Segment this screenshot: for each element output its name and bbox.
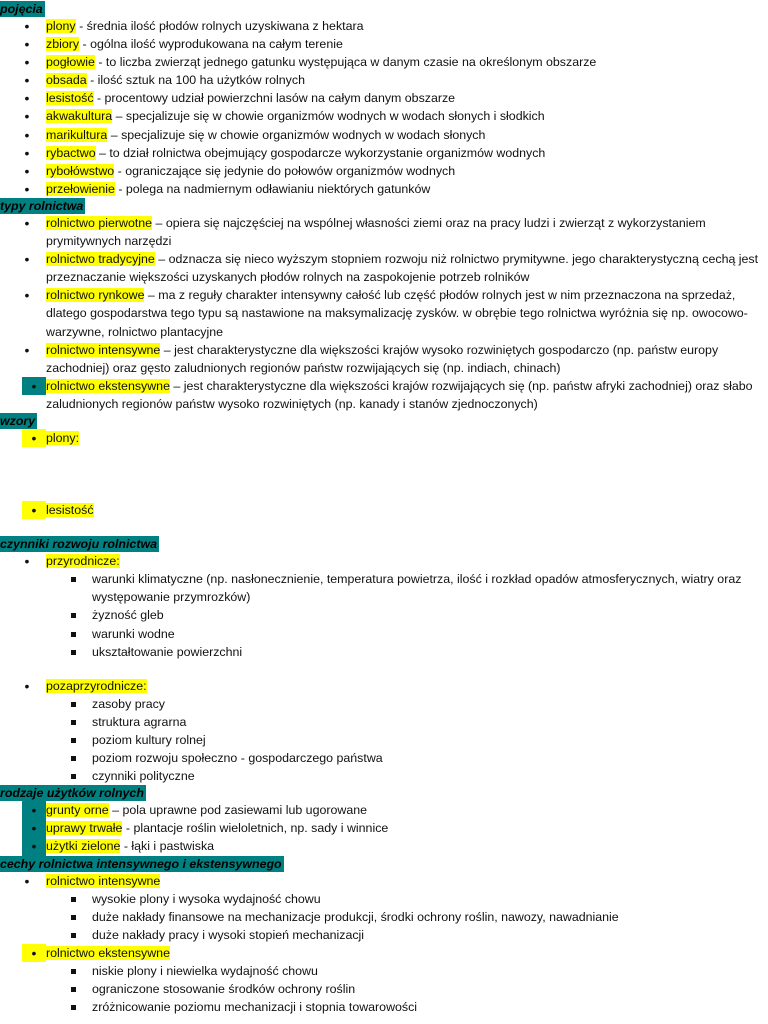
term: plony:	[46, 430, 80, 445]
term: rolnictwo ekstensywne	[46, 378, 170, 393]
list-item	[0, 501, 766, 519]
bullet-icon: •	[24, 72, 30, 89]
term: rolnictwo pierwotne	[46, 215, 153, 230]
spacer	[0, 519, 768, 536]
sublist-item: struktura agrarna	[0, 713, 764, 731]
group-label: przyrodnicze:	[46, 554, 120, 569]
list-item	[0, 17, 766, 35]
sublist-item: warunki wodne	[0, 625, 764, 643]
term: użytki zielone	[46, 839, 121, 854]
list-item	[0, 71, 766, 89]
list-item	[0, 162, 766, 180]
term: przełowienie	[46, 181, 115, 196]
list-item	[0, 126, 766, 144]
term: grunty orne	[46, 803, 109, 818]
definition: – specjalizuje się w chowie organizmów wodnych w wodach słonych	[107, 127, 486, 142]
term: rolnictwo rynkowe	[46, 288, 145, 303]
definition: - łąki i pastwiska	[120, 839, 215, 854]
term: lesistość	[46, 503, 94, 518]
sublist-item: zasoby pracy	[0, 695, 764, 713]
list-czynniki-2	[0, 677, 768, 695]
group-label: rolnictwo intensywne	[46, 873, 161, 888]
term: rybołówstwo	[46, 163, 115, 178]
list-item	[0, 89, 766, 107]
definition: – ma z reguły charakter intensywny całość lub część płodów rolnych jest w nim przeznaczona na sprzedaż, dlatego gospodarstwa tego typu są nastawione na maksymalizację zysków. w obrębie tego rolnictwa wyróżnia się np. owocowo-warzywne, rolnictwo plantacyjne	[46, 288, 748, 339]
list-item	[0, 53, 766, 71]
definition: - plantacje roślin wieloletnich, np. sady i winnice	[122, 821, 389, 836]
list-pojecia	[0, 17, 768, 198]
list-rodzaje	[0, 801, 768, 855]
list-item	[0, 819, 766, 837]
bullet-icon: •	[24, 126, 30, 143]
definition: – opiera się najczęściej na wspólnej własności ziemi oraz na pracy ludzi i zwierząt z wykorzystaniem prymitywnych narzędzi	[46, 215, 706, 249]
sublist-ekstensywne	[0, 962, 768, 1016]
heading-rodzaje: rodzaje użytków rolnych	[0, 786, 144, 801]
term: uprawy trwałe	[46, 821, 123, 836]
definition: – to dział rolnictwa obejmujący gospodarcze wykorzystanie organizmów wodnych	[95, 145, 546, 160]
bullet-icon: •	[22, 837, 46, 855]
bullet-icon: •	[24, 287, 30, 304]
sublist-item: poziom kultury rolnej	[0, 731, 764, 749]
list-wzory	[0, 429, 768, 447]
sublist-item: poziom rozwoju społeczno - gospodarczego państwa	[0, 749, 764, 767]
bullet-icon: •	[22, 819, 46, 837]
list-item	[0, 801, 766, 819]
formula-space	[0, 447, 768, 501]
sublist-item: ograniczone stosowanie środków ochrony roślin	[0, 980, 764, 998]
sublist-item: warunki klimatyczne (np. nasłonecznienie, temperatura powietrza, ilość i rozkład opadów atmosferycznych, wiatry oraz występowanie przymrozków)	[0, 570, 764, 606]
document	[0, 1, 768, 1016]
list-cechy-2	[0, 944, 768, 962]
definition: - to liczba zwierząt jednego gatunku występująca w danym czasie na określonym obszarze	[94, 55, 597, 70]
definition: - średnia ilość płodów rolnych uzyskiwana z hektara	[75, 19, 364, 33]
heading-cechy: cechy rolnictwa intensywnego i ekstensywnego	[0, 856, 282, 871]
term: akwakultura	[46, 109, 113, 124]
list-item	[0, 677, 766, 695]
list-item	[0, 341, 766, 377]
bullet-icon: •	[24, 108, 30, 125]
sublist-item: duże nakłady finansowe na mechanizacje produkcji, środki ochrony roślin, nawozy, nawadnianie	[0, 908, 764, 926]
bullet-icon: •	[22, 377, 46, 395]
spacer	[0, 661, 768, 677]
term: plony	[46, 19, 76, 33]
sublist-intensywne	[0, 890, 768, 944]
sublist-item: zróżnicowanie poziomu mechanizacji i stopnia towarowości	[0, 998, 764, 1016]
list-item	[0, 552, 766, 570]
sublist-item: duże nakłady pracy i wysoki stopień mechanizacji	[0, 926, 764, 944]
group-label: pozaprzyrodnicze:	[46, 678, 147, 693]
bullet-icon: •	[24, 54, 30, 71]
group-label: rolnictwo ekstensywne	[46, 945, 170, 960]
bullet-icon: •	[24, 18, 30, 34]
bullet-icon: •	[22, 801, 46, 819]
list-wzory-2	[0, 501, 768, 519]
bullet-icon: •	[24, 180, 30, 197]
sublist-item: czynniki polityczne	[0, 767, 764, 785]
term: rybactwo	[46, 145, 96, 160]
list-item	[0, 250, 766, 286]
definition: - ogólna ilość wyprodukowana na całym terenie	[79, 37, 343, 52]
sublist-item: niskie plony i niewielka wydajność chowu	[0, 962, 764, 980]
heading-czynniki: czynniki rozwoju rolnictwa	[0, 537, 157, 552]
definition: – jest charakterystyczne dla większości krajów wysoko rozwiniętych gospodarczo (np. państw europy zachodniej) oraz gęsto zaludnionych regionów państw rozwijających się (np. indiach, chinach)	[46, 342, 719, 375]
bullet-icon: •	[24, 677, 30, 694]
bullet-icon: •	[24, 36, 30, 53]
bullet-icon: •	[24, 162, 30, 179]
heading-wzory: wzory	[0, 413, 36, 428]
definition: - procentowy udział powierzchni lasów na całym danym obszarze	[93, 91, 456, 106]
definition: – jest charakterystyczne dla większości krajów rozwijających się (np. państw afryki zachodniej) oraz słabo zaludnionych regionów państw wysoko rozwiniętych (np. kanady i stanów zjednoczonych)	[46, 378, 753, 411]
bullet-icon: •	[24, 553, 30, 570]
list-item	[0, 837, 766, 855]
term: pogłowie	[46, 55, 95, 70]
definition: - ograniczające się jedynie do połowów organizmów wodnych	[114, 163, 456, 178]
heading-typy-rolnictwa: typy rolnictwa	[0, 198, 84, 213]
list-item	[0, 944, 766, 962]
sublist-item: wysokie plony i wysoka wydajność chowu	[0, 890, 764, 908]
list-typy-rolnictwa	[0, 214, 768, 413]
bullet-icon: •	[24, 214, 30, 231]
list-item	[0, 429, 766, 447]
list-item	[0, 144, 766, 162]
list-item	[0, 377, 766, 413]
term: lesistość	[46, 91, 94, 106]
bullet-icon: •	[24, 872, 30, 889]
definition: – pola uprawne pod zasiewami lub ugorowane	[108, 803, 367, 818]
term: zbiory	[46, 37, 80, 52]
list-cechy	[0, 872, 768, 890]
bullet-icon: •	[22, 944, 46, 962]
list-czynniki	[0, 552, 768, 570]
list-item	[0, 35, 766, 53]
term: marikultura	[46, 127, 108, 142]
sublist-item: żyzność gleb	[0, 606, 764, 624]
definition: - ilość sztuk na 100 ha użytków rolnych	[86, 73, 305, 88]
term: obsada	[46, 73, 87, 88]
list-item	[0, 107, 766, 125]
term: rolnictwo intensywne	[46, 342, 161, 357]
list-item	[0, 286, 766, 340]
list-item	[0, 872, 766, 890]
sublist-item: ukształtowanie powierzchni	[0, 643, 764, 661]
bullet-icon: •	[24, 341, 30, 358]
bullet-icon: •	[24, 251, 30, 268]
sublist-pozaprzyrodnicze	[0, 695, 768, 785]
heading-pojecia: pojęcia	[0, 2, 43, 16]
sublist-przyrodnicze	[0, 570, 768, 660]
list-item	[0, 180, 766, 198]
list-item	[0, 214, 766, 250]
bullet-icon: •	[24, 144, 30, 161]
definition: – specjalizuje się w chowie organizmów wodnych w wodach słonych i słodkich	[112, 109, 545, 124]
term: rolnictwo tradycyjne	[46, 252, 155, 267]
bullet-icon: •	[24, 90, 30, 107]
definition: – odznacza się nieco wyższym stopniem rozwoju niż rolnictwo prymitywne. jego charakterystyczną cechą jest przeznaczanie większości uzyskanych płodów rolnych na zaspokojenie potrzeb rolników	[46, 252, 759, 285]
bullet-icon: •	[22, 501, 46, 519]
bullet-icon: •	[22, 429, 46, 447]
definition: - polega na nadmiernym odławianiu niektórych gatunków	[114, 181, 431, 196]
